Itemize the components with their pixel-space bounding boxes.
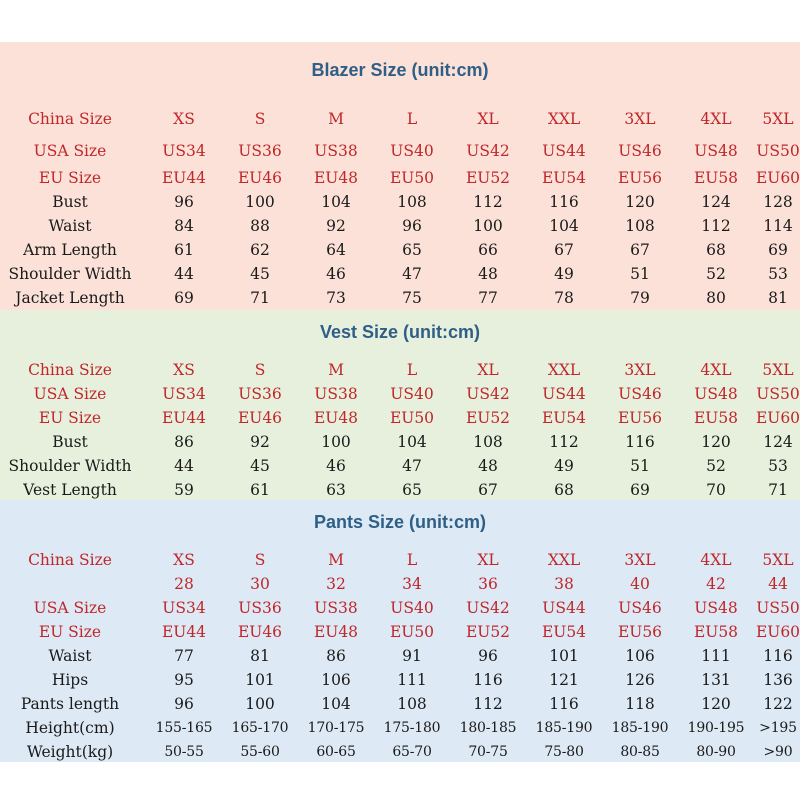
- table-cell: 78: [554, 289, 574, 307]
- table-cell: 121: [549, 671, 579, 689]
- table-cell: 100: [321, 433, 351, 451]
- blazer-row-bust: [0, 190, 800, 214]
- table-cell: 100: [245, 193, 275, 211]
- table-cell: 165-170: [231, 720, 289, 736]
- table-cell: 46: [326, 457, 346, 475]
- row-label: Height(cm): [25, 719, 115, 737]
- table-cell: EU50: [389, 409, 435, 427]
- table-cell: 136: [763, 671, 793, 689]
- table-cell: 92: [250, 433, 270, 451]
- vest-row-shoulder-width: [0, 454, 800, 478]
- pants-row-weight: [0, 740, 800, 764]
- table-cell: 112: [549, 433, 579, 451]
- blazer-row-china-size: [0, 107, 800, 131]
- pants-size-title: Pants Size (unit:cm): [313, 512, 487, 532]
- table-cell: 116: [549, 695, 579, 713]
- table-cell: US38: [314, 385, 358, 403]
- table-cell: 185-190: [535, 720, 593, 736]
- table-cell: M: [328, 361, 344, 379]
- table-cell: 55-60: [240, 744, 280, 760]
- table-cell: 120: [701, 433, 731, 451]
- table-cell: 4XL: [700, 551, 732, 569]
- table-cell: US46: [618, 142, 662, 160]
- table-cell: 32: [326, 575, 346, 593]
- table-cell: 116: [763, 647, 793, 665]
- table-cell: 96: [402, 217, 422, 235]
- table-cell: 53: [768, 457, 788, 475]
- table-cell: US50: [756, 599, 800, 617]
- table-cell: 5XL: [762, 110, 794, 128]
- table-cell: 112: [701, 217, 731, 235]
- table-cell: XL: [477, 361, 499, 379]
- table-cell: US34: [162, 142, 206, 160]
- table-cell: 3XL: [624, 551, 656, 569]
- table-cell: US42: [466, 142, 510, 160]
- table-cell: 100: [473, 217, 503, 235]
- pants-size-section: [0, 500, 800, 762]
- table-cell: 92: [326, 217, 346, 235]
- table-cell: 36: [478, 575, 498, 593]
- table-cell: EU58: [693, 409, 739, 427]
- table-cell: 38: [554, 575, 574, 593]
- row-label: USA Size: [33, 142, 107, 160]
- table-cell: 116: [473, 671, 503, 689]
- table-cell: EU54: [541, 623, 587, 641]
- table-cell: L: [406, 551, 418, 569]
- table-cell: 84: [174, 217, 194, 235]
- table-cell: 155-165: [155, 720, 213, 736]
- blazer-size-section: [0, 42, 800, 310]
- row-label: China Size: [28, 551, 112, 569]
- table-cell: 180-185: [459, 720, 517, 736]
- vest-size-title: Vest Size (unit:cm): [319, 322, 481, 342]
- table-cell: 108: [397, 695, 427, 713]
- table-cell: 46: [326, 265, 346, 283]
- table-cell: 67: [630, 241, 650, 259]
- row-label: China Size: [28, 110, 112, 128]
- table-cell: EU50: [389, 169, 435, 187]
- table-cell: 73: [326, 289, 346, 307]
- table-cell: 122: [763, 695, 793, 713]
- table-cell: 80-90: [696, 744, 736, 760]
- table-cell: 111: [397, 671, 427, 689]
- row-label: EU Size: [38, 623, 102, 641]
- table-cell: 104: [549, 217, 579, 235]
- table-cell: 77: [478, 289, 498, 307]
- pants-row-waist: [0, 644, 800, 668]
- table-cell: XS: [173, 110, 195, 128]
- table-cell: L: [406, 361, 418, 379]
- row-label: China Size: [28, 361, 112, 379]
- table-cell: 190-195: [687, 720, 745, 736]
- table-cell: US36: [238, 385, 282, 403]
- row-label: Shoulder Width: [8, 265, 132, 283]
- blazer-row-eu-size: [0, 166, 800, 190]
- table-cell: 48: [478, 457, 498, 475]
- table-cell: 112: [473, 193, 503, 211]
- table-cell: XS: [173, 551, 195, 569]
- table-cell: US50: [756, 142, 800, 160]
- table-cell: EU44: [161, 169, 207, 187]
- table-cell: EU56: [617, 409, 663, 427]
- table-cell: 45: [250, 457, 270, 475]
- table-cell: EU44: [161, 409, 207, 427]
- vest-size-section: [0, 310, 800, 500]
- row-label: USA Size: [33, 385, 107, 403]
- row-label: EU Size: [38, 169, 102, 187]
- table-cell: US48: [694, 385, 738, 403]
- table-cell: EU60: [755, 169, 800, 187]
- table-cell: 116: [549, 193, 579, 211]
- table-cell: 100: [245, 695, 275, 713]
- table-cell: 79: [630, 289, 650, 307]
- vest-row-vest-length: [0, 478, 800, 502]
- table-cell: 77: [174, 647, 194, 665]
- table-cell: EU60: [755, 623, 800, 641]
- pants-row-pants-length: [0, 692, 800, 716]
- table-cell: 65-70: [392, 744, 432, 760]
- table-cell: 61: [250, 481, 270, 499]
- blazer-row-usa-size: [0, 139, 800, 163]
- table-cell: 5XL: [762, 361, 794, 379]
- table-cell: 52: [706, 457, 726, 475]
- table-cell: 44: [174, 457, 194, 475]
- table-cell: 104: [321, 695, 351, 713]
- table-cell: 4XL: [700, 110, 732, 128]
- pants-row-waist-number: [0, 572, 800, 596]
- table-cell: EU60: [755, 409, 800, 427]
- table-cell: 68: [706, 241, 726, 259]
- table-cell: 108: [397, 193, 427, 211]
- table-cell: 42: [706, 575, 726, 593]
- table-cell: 96: [478, 647, 498, 665]
- row-label: Shoulder Width: [8, 457, 132, 475]
- table-cell: 71: [250, 289, 270, 307]
- table-cell: 86: [174, 433, 194, 451]
- row-label: Hips: [51, 671, 89, 689]
- table-cell: M: [328, 551, 344, 569]
- table-cell: 48: [478, 265, 498, 283]
- table-cell: 49: [554, 457, 574, 475]
- blazer-row-waist: [0, 214, 800, 238]
- table-cell: 51: [630, 457, 650, 475]
- table-cell: 70: [706, 481, 726, 499]
- blazer-size-title: Blazer Size (unit:cm): [311, 60, 489, 80]
- table-cell: 104: [397, 433, 427, 451]
- table-cell: 96: [174, 695, 194, 713]
- table-cell: 5XL: [762, 551, 794, 569]
- table-cell: EU48: [313, 169, 359, 187]
- table-cell: 69: [174, 289, 194, 307]
- table-cell: US34: [162, 385, 206, 403]
- table-cell: 65: [402, 241, 422, 259]
- table-cell: US40: [390, 599, 434, 617]
- table-cell: XXL: [547, 361, 581, 379]
- table-cell: XL: [477, 551, 499, 569]
- table-cell: US40: [390, 142, 434, 160]
- table-cell: 124: [763, 433, 793, 451]
- table-cell: 108: [625, 217, 655, 235]
- table-cell: EU54: [541, 409, 587, 427]
- table-cell: 131: [701, 671, 731, 689]
- table-cell: 69: [768, 241, 788, 259]
- table-cell: 80: [706, 289, 726, 307]
- table-cell: 80-85: [620, 744, 660, 760]
- row-label: Jacket Length: [15, 289, 125, 307]
- table-cell: 104: [321, 193, 351, 211]
- table-cell: 111: [701, 647, 731, 665]
- table-cell: EU50: [389, 623, 435, 641]
- table-cell: 59: [174, 481, 194, 499]
- table-cell: 95: [174, 671, 194, 689]
- table-cell: 68: [554, 481, 574, 499]
- table-cell: S: [254, 110, 266, 128]
- table-cell: 65: [402, 481, 422, 499]
- table-cell: 44: [768, 575, 788, 593]
- table-cell: 71: [768, 481, 788, 499]
- table-cell: 67: [554, 241, 574, 259]
- table-cell: 75-80: [544, 744, 584, 760]
- table-cell: EU54: [541, 169, 587, 187]
- table-cell: 128: [763, 193, 793, 211]
- table-cell: 185-190: [611, 720, 669, 736]
- row-label: Waist: [48, 647, 92, 665]
- table-cell: 47: [402, 457, 422, 475]
- table-cell: 120: [625, 193, 655, 211]
- table-cell: 75: [402, 289, 422, 307]
- row-label: EU Size: [38, 409, 102, 427]
- table-cell: 40: [630, 575, 650, 593]
- table-cell: 96: [174, 193, 194, 211]
- table-cell: EU44: [161, 623, 207, 641]
- table-cell: EU48: [313, 623, 359, 641]
- table-cell: EU58: [693, 169, 739, 187]
- table-cell: 112: [473, 695, 503, 713]
- table-cell: 175-180: [383, 720, 441, 736]
- row-label: Weight(kg): [26, 743, 114, 761]
- table-cell: US38: [314, 142, 358, 160]
- table-cell: 81: [250, 647, 270, 665]
- table-cell: EU56: [617, 623, 663, 641]
- table-cell: 47: [402, 265, 422, 283]
- table-cell: EU48: [313, 409, 359, 427]
- table-cell: 51: [630, 265, 650, 283]
- table-cell: EU52: [465, 409, 511, 427]
- pants-row-usa-size: [0, 596, 800, 620]
- table-cell: XL: [477, 110, 499, 128]
- vest-row-bust: [0, 430, 800, 454]
- table-cell: XXL: [547, 110, 581, 128]
- table-cell: US34: [162, 599, 206, 617]
- table-cell: 53: [768, 265, 788, 283]
- table-cell: 81: [768, 289, 788, 307]
- table-cell: 28: [174, 575, 194, 593]
- table-cell: US44: [542, 142, 586, 160]
- table-cell: 3XL: [624, 110, 656, 128]
- table-cell: 88: [250, 217, 270, 235]
- table-cell: 3XL: [624, 361, 656, 379]
- table-cell: 108: [473, 433, 503, 451]
- table-cell: 101: [549, 647, 579, 665]
- table-cell: 116: [625, 433, 655, 451]
- table-cell: 114: [763, 217, 793, 235]
- table-cell: 52: [706, 265, 726, 283]
- table-cell: 106: [625, 647, 655, 665]
- pants-row-hips: [0, 668, 800, 692]
- table-cell: 45: [250, 265, 270, 283]
- pants-row-china-size: [0, 548, 800, 572]
- table-cell: 66: [478, 241, 498, 259]
- table-cell: 4XL: [700, 361, 732, 379]
- blazer-row-shoulder-width: [0, 262, 800, 286]
- row-label: Waist: [48, 217, 92, 235]
- table-cell: XXL: [547, 551, 581, 569]
- row-label: Pants length: [20, 695, 120, 713]
- table-cell: US46: [618, 385, 662, 403]
- table-cell: 67: [478, 481, 498, 499]
- table-cell: 126: [625, 671, 655, 689]
- vest-row-usa-size: [0, 382, 800, 406]
- table-cell: US42: [466, 385, 510, 403]
- table-cell: US42: [466, 599, 510, 617]
- table-cell: EU52: [465, 623, 511, 641]
- table-cell: EU46: [237, 623, 283, 641]
- row-label: Vest Length: [23, 481, 117, 499]
- table-cell: 120: [701, 695, 731, 713]
- table-cell: 101: [245, 671, 275, 689]
- table-cell: EU58: [693, 623, 739, 641]
- table-cell: 69: [630, 481, 650, 499]
- table-cell: US44: [542, 385, 586, 403]
- table-cell: 118: [625, 695, 655, 713]
- table-cell: 34: [402, 575, 422, 593]
- table-cell: 63: [326, 481, 346, 499]
- table-cell: US44: [542, 599, 586, 617]
- table-cell: 64: [326, 241, 346, 259]
- table-cell: >90: [763, 744, 793, 760]
- row-label: USA Size: [33, 599, 107, 617]
- table-cell: 30: [250, 575, 270, 593]
- blazer-row-arm-length: [0, 238, 800, 262]
- table-cell: US36: [238, 142, 282, 160]
- table-cell: 86: [326, 647, 346, 665]
- table-cell: S: [254, 551, 266, 569]
- table-cell: US40: [390, 385, 434, 403]
- blazer-row-jacket-length: [0, 286, 800, 310]
- pants-row-height: [0, 716, 800, 740]
- table-cell: EU46: [237, 409, 283, 427]
- pants-row-eu-size: [0, 620, 800, 644]
- table-cell: 44: [174, 265, 194, 283]
- table-cell: 61: [174, 241, 194, 259]
- table-cell: EU56: [617, 169, 663, 187]
- row-label: Bust: [52, 193, 88, 211]
- row-label: Bust: [52, 433, 88, 451]
- table-cell: EU52: [465, 169, 511, 187]
- table-cell: >195: [759, 720, 797, 736]
- table-cell: 60-65: [316, 744, 356, 760]
- table-cell: US50: [756, 385, 800, 403]
- table-cell: EU46: [237, 169, 283, 187]
- table-cell: M: [328, 110, 344, 128]
- vest-row-china-size: [0, 358, 800, 382]
- table-cell: US48: [694, 599, 738, 617]
- table-cell: 170-175: [307, 720, 365, 736]
- table-cell: 62: [250, 241, 270, 259]
- table-cell: 49: [554, 265, 574, 283]
- table-cell: US38: [314, 599, 358, 617]
- table-cell: 91: [402, 647, 422, 665]
- table-cell: L: [406, 110, 418, 128]
- table-cell: XS: [173, 361, 195, 379]
- table-cell: 106: [321, 671, 351, 689]
- table-cell: US46: [618, 599, 662, 617]
- table-cell: US36: [238, 599, 282, 617]
- table-cell: 124: [701, 193, 731, 211]
- table-cell: 70-75: [468, 744, 508, 760]
- vest-row-eu-size: [0, 406, 800, 430]
- row-label: Arm Length: [23, 241, 117, 259]
- table-cell: S: [254, 361, 266, 379]
- table-cell: 50-55: [164, 744, 204, 760]
- table-cell: US48: [694, 142, 738, 160]
